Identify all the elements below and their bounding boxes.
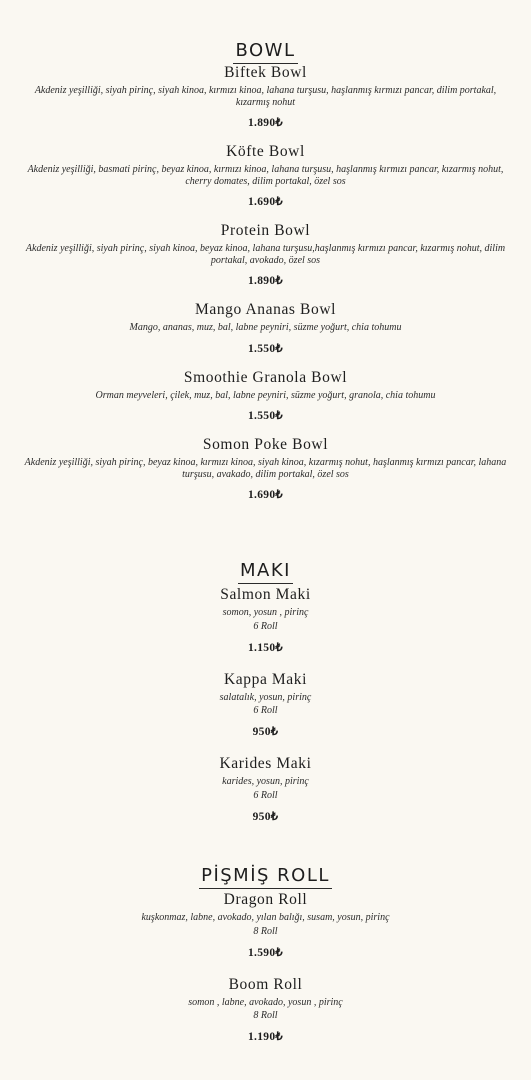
- menu-item: [0, 976, 531, 1045]
- item-portion: 6 Roll: [253, 789, 278, 801]
- item-portion: 6 Roll: [253, 705, 278, 716]
- item-portion: 6 Roll: [253, 620, 278, 632]
- item-portion: 8 Roll: [253, 1010, 278, 1021]
- item-description: Akdeniz yeşilliği, siyah pirinç, beyaz kinoa, kırmızı kinoa, siyah kinoa, kızarmış nohut, haşlanmış kırmızı pancar, lahana turşusu, avakado, dilim portakal, özel sos: [24, 457, 507, 480]
- item-name: Boom Roll: [228, 975, 303, 993]
- item-price: 1.890₺: [248, 275, 283, 287]
- item-name: Karides Maki: [219, 755, 312, 772]
- item-name: Salmon Maki: [220, 586, 311, 603]
- item-name: Kappa Maki: [223, 670, 308, 688]
- item-price: 1.590₺: [248, 946, 283, 959]
- item-name: Mango Ananas Bowl: [194, 301, 337, 318]
- section-title: PİŞMİŞ ROLL: [199, 865, 332, 889]
- item-price: 1.150₺: [248, 641, 283, 654]
- item-description: Akdeniz yeşilliği, basmati pirinç, beyaz kinoa, kırmızı kinoa, lahana turşusu, haşlanmış kırmızı pancar, kızarmış nohut, cherry domates, dilim portakal, özel sos: [27, 164, 504, 187]
- section-title: BOWL: [233, 40, 297, 64]
- section-maki: [0, 560, 531, 824]
- item-price: 1.690₺: [248, 196, 283, 208]
- item-description: Orman meyveleri, çilek, muz, bal, labne peyniri, süzme yoğurt, granola, chia tohumu: [95, 389, 436, 401]
- item-portion: 8 Roll: [253, 925, 278, 937]
- item-price: 1.890₺: [248, 117, 283, 129]
- item-price: 950₺: [252, 810, 279, 823]
- item-description: Akdeniz yeşilliği, siyah pirinç, siyah kinoa, kırmızı kinoa, lahana turşusu, haşlanmış kırmızı pancar, dilim portakal, kızarmış nohut: [34, 85, 497, 108]
- item-name: Dragon Roll: [223, 891, 308, 908]
- menu-item: [0, 143, 531, 209]
- menu-item: [0, 436, 531, 502]
- item-price: 950₺: [252, 726, 279, 738]
- item-price: 1.690₺: [248, 489, 283, 501]
- section-bowl: [0, 40, 531, 502]
- item-description: kuşkonmaz, labne, avokado, yılan balığı, susam, yosun, pirinç: [141, 912, 390, 923]
- menu-item: [0, 755, 531, 824]
- item-name: Somon Poke Bowl: [202, 436, 329, 453]
- item-price: 1.190₺: [248, 1031, 283, 1043]
- menu-item: [0, 671, 531, 740]
- menu-item: [0, 301, 531, 356]
- menu-item: [0, 586, 531, 655]
- menu-item: [0, 222, 531, 288]
- item-name: Biftek Bowl: [224, 64, 307, 81]
- item-description: somon , labne, avokado, yosun , pirinç: [188, 996, 343, 1008]
- item-name: Protein Bowl: [220, 222, 311, 239]
- item-description: somon, yosun , pirinç: [222, 607, 309, 618]
- item-price: 1.550₺: [248, 410, 283, 422]
- section-title: MAKI: [238, 560, 293, 584]
- section-pismis-roll: [0, 865, 531, 1044]
- item-description: karides, yosun, pirinç: [222, 776, 309, 787]
- item-price: 1.550₺: [248, 342, 283, 355]
- item-description: Akdeniz yeşilliği, siyah pirinç, siyah kinoa, beyaz kinoa, lahana turşusu,haşlanmış kırmızı pancar, kızarmış nohut, dilim portakal, avokado, özel sos: [25, 243, 506, 266]
- item-description: Mango, ananas, muz, bal, labne peyniri, süzme yoğurt, chia tohumu: [129, 322, 402, 333]
- menu-item: [0, 64, 531, 130]
- item-description: salatalık, yosun, pirinç: [219, 691, 312, 703]
- menu-item: [0, 891, 531, 960]
- item-name: Köfte Bowl: [226, 143, 305, 160]
- item-name: Smoothie Granola Bowl: [183, 368, 348, 386]
- menu-item: [0, 369, 531, 424]
